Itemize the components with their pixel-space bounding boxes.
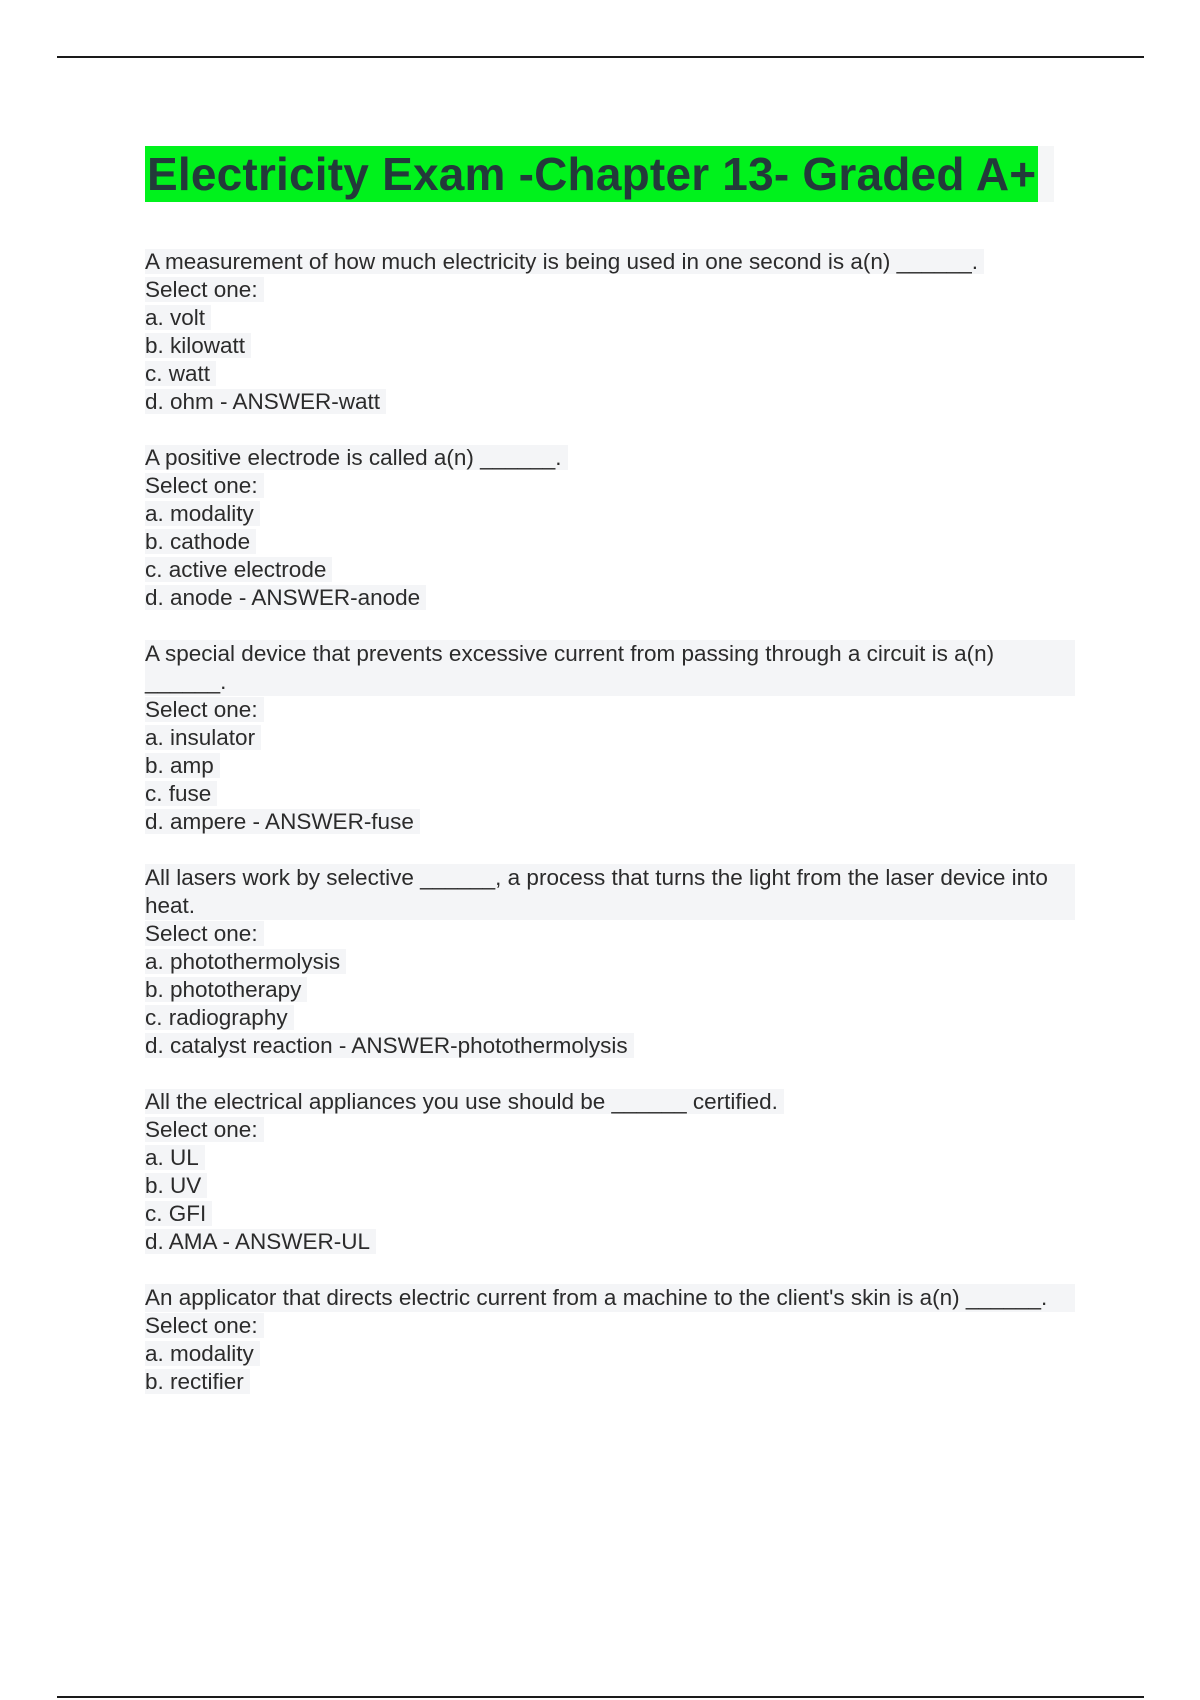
question-1	[145, 248, 1095, 416]
question-4	[145, 864, 1095, 1060]
document-body	[145, 146, 1095, 1424]
question-6	[145, 1284, 1095, 1396]
question-list	[145, 248, 1095, 1396]
option: a. modality	[145, 1341, 260, 1366]
question-stem: A measurement of how much electricity is being used in one second is a(n) ______.	[145, 249, 984, 274]
question-stem: An applicator that directs electric current from a machine to the client's skin is a(n) ______.	[145, 1284, 1075, 1312]
title-block	[145, 146, 1054, 202]
question-2	[145, 444, 1095, 612]
question-stem: All lasers work by selective ______, a process that turns the light from the laser device into heat.	[145, 864, 1075, 920]
option-with-answer: d. ohm - ANSWER-watt	[145, 389, 386, 414]
option: a. modality	[145, 501, 260, 526]
select-prompt: Select one:	[145, 277, 264, 302]
option: b. phototherapy	[145, 977, 307, 1002]
option: b. UV	[145, 1173, 207, 1198]
question-stem: A special device that prevents excessive current from passing through a circuit is a(n) ______.	[145, 640, 1075, 696]
option: a. volt	[145, 305, 211, 330]
question-5	[145, 1088, 1095, 1256]
option: c. active electrode	[145, 557, 332, 582]
option: b. kilowatt	[145, 333, 251, 358]
select-prompt: Select one:	[145, 1313, 264, 1338]
option-with-answer: d. ampere - ANSWER-fuse	[145, 809, 420, 834]
option: c. radiography	[145, 1005, 294, 1030]
option: a. UL	[145, 1145, 205, 1170]
option-with-answer: d. catalyst reaction - ANSWER-photothermolysis	[145, 1033, 634, 1058]
select-prompt: Select one:	[145, 1117, 264, 1142]
option: c. watt	[145, 361, 216, 386]
option: b. cathode	[145, 529, 256, 554]
document-title: Electricity Exam -Chapter 13- Graded A+	[147, 148, 1037, 200]
option: a. insulator	[145, 725, 261, 750]
question-3	[145, 640, 1095, 836]
option-with-answer: d. anode - ANSWER-anode	[145, 585, 426, 610]
option: b. amp	[145, 753, 220, 778]
bottom-rule	[57, 1696, 1144, 1698]
option: a. photothermolysis	[145, 949, 346, 974]
question-stem: All the electrical appliances you use should be ______ certified.	[145, 1089, 784, 1114]
top-rule	[57, 56, 1144, 58]
select-prompt: Select one:	[145, 921, 264, 946]
option: c. GFI	[145, 1201, 212, 1226]
question-stem: A positive electrode is called a(n) ______.	[145, 445, 568, 470]
option: c. fuse	[145, 781, 217, 806]
option: b. rectifier	[145, 1369, 250, 1394]
option-with-answer: d. AMA - ANSWER-UL	[145, 1229, 376, 1254]
select-prompt: Select one:	[145, 697, 264, 722]
select-prompt: Select one:	[145, 473, 264, 498]
